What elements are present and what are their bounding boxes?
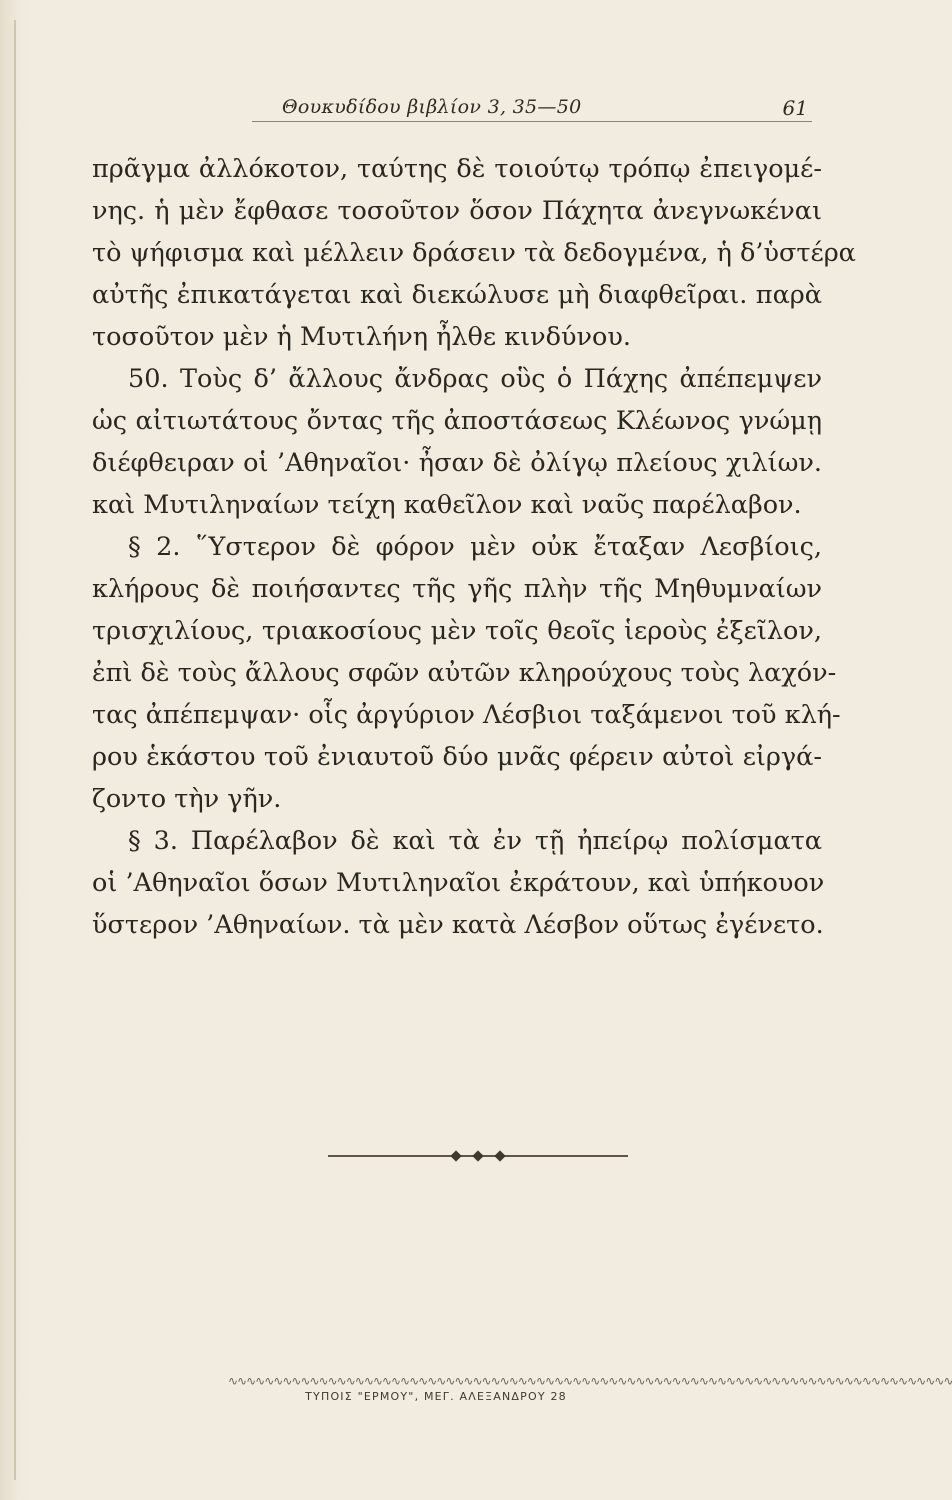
text-line: αὐτῆς ἐπικατάγεται καὶ διεκώλυσε μὴ διαφθεῖραι. παρὰ xyxy=(92,280,822,310)
text-line: ὕστερον ’Αθηναίων. τὰ μὲν κατὰ Λέσβον οὕτως ἐγένετο. xyxy=(92,910,824,940)
section-50-start: 50. Τοὺς δ’ ἄλλους ἄνδρας οὓς ὁ Πάχης ἀπέπεμψεν xyxy=(128,364,822,394)
text-line: καὶ Μυτιληναίων τείχη καθεῖλον καὶ ναῦς παρέλαβον. xyxy=(92,490,802,520)
subsection-3-start: § 3. Παρέλαβον δὲ καὶ τὰ ἐν τῇ ἠπείρῳ πολίσματα xyxy=(128,826,822,856)
header-rule xyxy=(252,121,812,122)
text-line: ζοντο τὴν γῆν. xyxy=(92,784,282,814)
text-line: πρᾶγμα ἀλλόκοτον, ταύτης δὲ τοιούτῳ τρόπῳ ἐπειγομέ- xyxy=(92,154,822,184)
printer-wave-rule: ∿∿∿∿∿∿∿∿∿∿∿∿∿∿∿∿∿∿∿∿∿∿∿∿∿∿∿∿∿∿∿∿∿∿∿∿∿∿∿∿∿∿∿∿∿∿∿∿∿∿∿∿∿∿∿∿∿∿∿∿∿∿∿∿∿∿∿∿∿∿∿∿∿∿∿∿∿∿∿∿ xyxy=(228,1374,952,1388)
text-line: ὡς αἰτιωτάτους ὄντας τῆς ἀποστάσεως Κλέωνος γνώμῃ xyxy=(92,406,822,436)
printer-imprint: ΤΥΠΟΙΣ "ΕΡΜΟΥ", ΜΕΓ. ΑΛΕΞΑΝΔΡΟΥ 28 xyxy=(305,1390,567,1403)
text-line: οἱ ’Αθηναῖοι ὅσων Μυτιληναῖοι ἐκράτουν, καὶ ὑπήκουον xyxy=(92,868,825,898)
text-line: ρου ἑκάστου τοῦ ἐνιαυτοῦ δύο μνᾶς φέρειν αὐτοὶ εἰργά- xyxy=(92,742,822,772)
text-line: διέφθειραν οἱ ’Αθηναῖοι· ἦσαν δὲ ὀλίγῳ πλείους χιλίων. xyxy=(92,448,822,478)
ornament-diamond xyxy=(450,1150,461,1161)
text-line: τας ἀπέπεμψαν· οἷς ἀργύριον Λέσβιοι ταξάμενοι τοῦ κλή- xyxy=(92,700,841,730)
page-edge xyxy=(0,0,30,1500)
ornament-diamond xyxy=(494,1150,505,1161)
subsection-2-start: § 2. ῞Υστερον δὲ φόρον μὲν οὐκ ἔταξαν Λεσβίοις, xyxy=(128,532,822,562)
ornament-diamond xyxy=(472,1150,483,1161)
text-line: νης. ἡ μὲν ἔφθασε τοσοῦτον ὅσον Πάχητα ἀνεγνωκέναι xyxy=(92,196,822,226)
text-line: ἐπὶ δὲ τοὺς ἄλλους σφῶν αὐτῶν κληρούχους τοὺς λαχόν- xyxy=(92,658,837,688)
text-line: τὸ ψήφισμα καὶ μέλλειν δράσειν τὰ δεδογμένα, ἡ δ’ὑστέρα xyxy=(92,238,856,268)
text-line: τρισχιλίους, τριακοσίους μὲν τοῖς θεοῖς ἱεροὺς ἐξεῖλον, xyxy=(92,616,822,646)
running-title: Θουκυδίδου βιβλίον 3, 35—50 xyxy=(282,96,582,118)
text-line: τοσοῦτον μὲν ἡ Μυτιλήνη ἦλθε κινδύνου. xyxy=(92,322,631,352)
section-end-ornament xyxy=(328,1150,628,1162)
running-head xyxy=(192,94,812,124)
binding-edge-line xyxy=(14,20,16,1480)
page-number: 61 xyxy=(782,96,808,120)
text-line: κλήρους δὲ ποιήσαντες τῆς γῆς πλὴν τῆς Μηθυμναίων xyxy=(92,574,822,604)
body-text xyxy=(92,148,856,946)
